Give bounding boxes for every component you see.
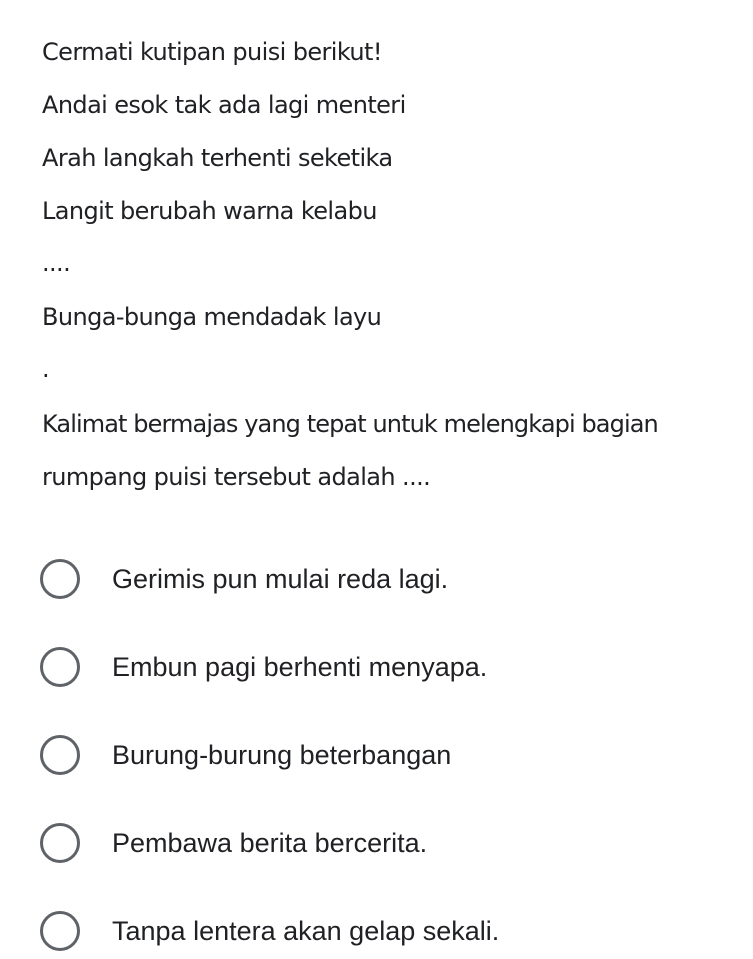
- option-e[interactable]: [40, 909, 740, 953]
- radio-button-icon[interactable]: [40, 911, 80, 951]
- radio-button-icon[interactable]: [40, 735, 80, 775]
- option-label: Tanpa lentera akan gelap sekali.: [112, 915, 500, 946]
- option-label: Embun pagi berhenti menyapa.: [112, 651, 488, 682]
- radio-button-icon[interactable]: [40, 647, 80, 687]
- poem-blank-line: ....: [42, 249, 71, 277]
- option-label: Burung-burung beterbangan: [112, 739, 452, 770]
- poem-line-1: Andai esok tak ada lagi menteri: [42, 91, 406, 119]
- option-c[interactable]: [40, 733, 740, 777]
- radio-button-icon[interactable]: [40, 823, 80, 863]
- question-prompt-line-2: rumpang puisi tersebut adalah ....: [42, 463, 431, 491]
- radio-button-icon[interactable]: [40, 559, 80, 599]
- question-prompt-line-1: Kalimat bermajas yang tepat untuk melengkapi bagian: [42, 410, 658, 438]
- option-d[interactable]: [40, 821, 740, 865]
- option-a[interactable]: [40, 557, 740, 601]
- option-label: Pembawa berita bercerita.: [112, 827, 428, 858]
- option-label: Gerimis pun mulai reda lagi.: [112, 563, 449, 594]
- poem-end-mark: .: [42, 355, 50, 383]
- question-instruction: Cermati kutipan puisi berikut!: [42, 38, 382, 66]
- option-b[interactable]: [40, 645, 740, 689]
- poem-line-2: Arah langkah terhenti seketika: [42, 144, 393, 172]
- poem-line-3: Langit berubah warna kelabu: [42, 197, 377, 225]
- poem-line-5: Bunga-bunga mendadak layu: [42, 303, 382, 331]
